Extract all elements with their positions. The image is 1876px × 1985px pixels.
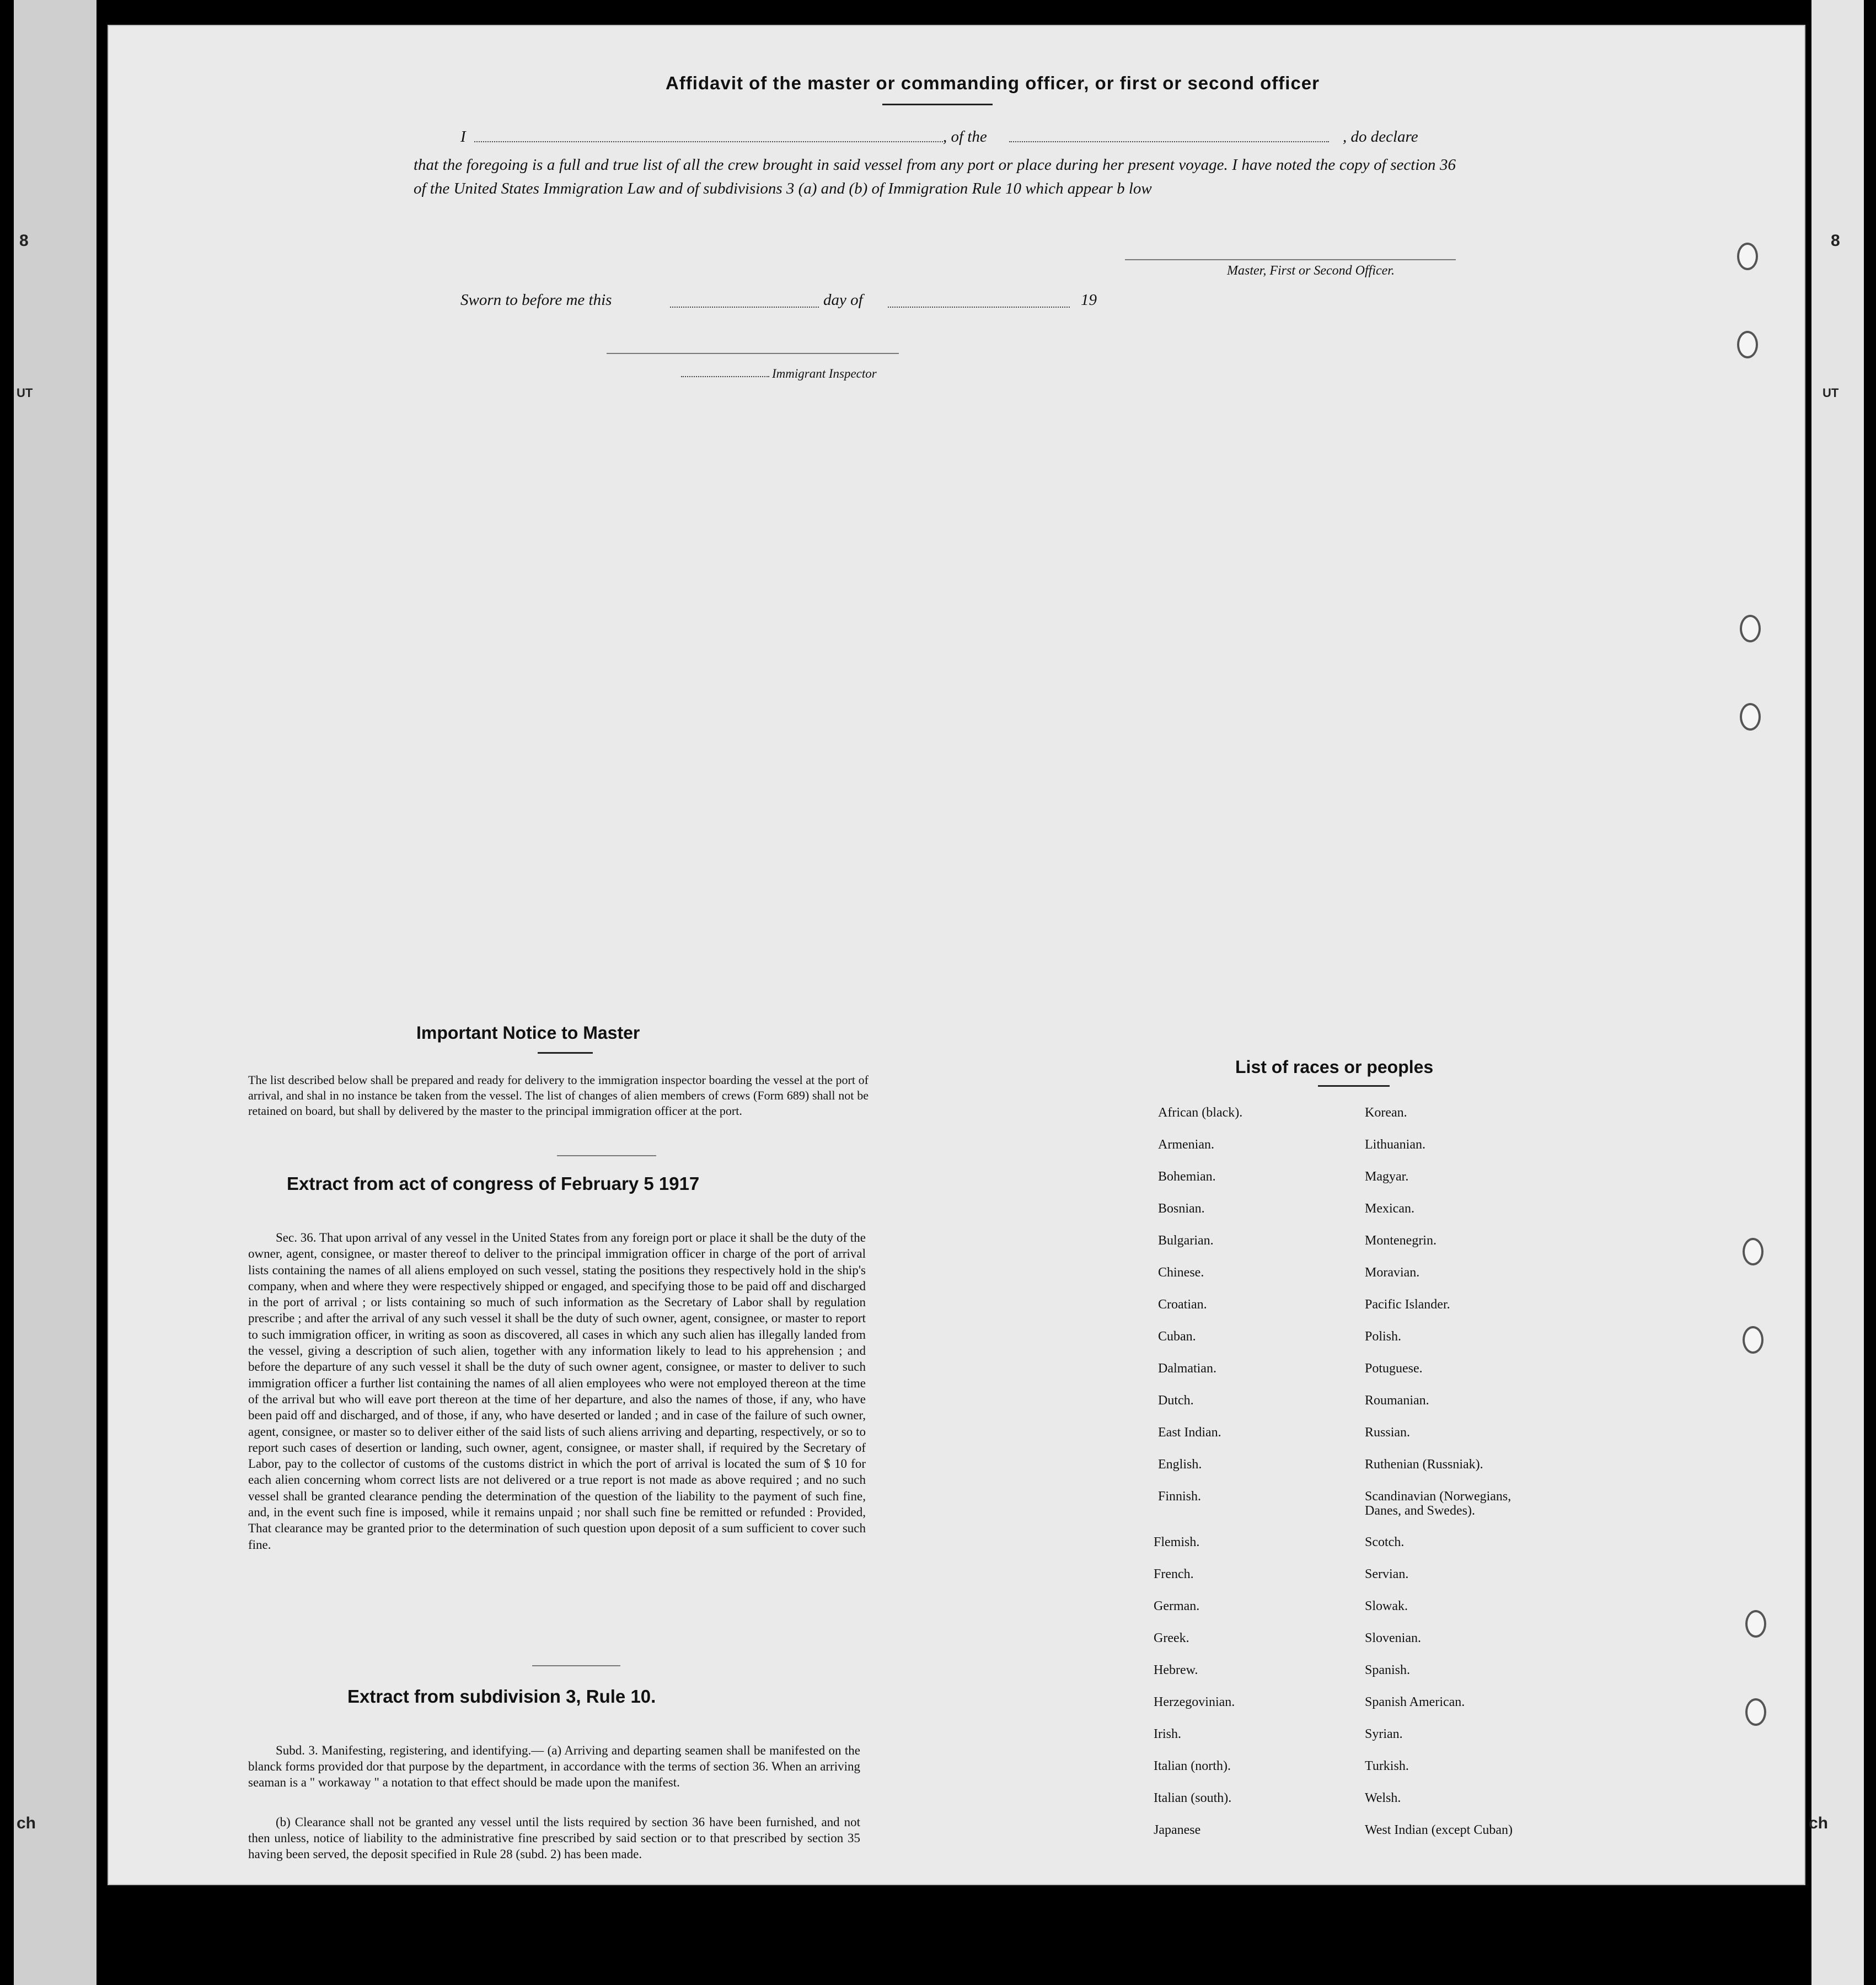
- signature-line[interactable]: [1125, 259, 1456, 260]
- race-item-right: Welsh.: [1365, 1791, 1401, 1805]
- race-item-right: West Indian (except Cuban): [1365, 1823, 1513, 1837]
- race-item-left: Japanese: [1154, 1823, 1201, 1837]
- races-title: List of races or peoples: [1235, 1057, 1434, 1077]
- right-edge-tag: 8: [1831, 232, 1840, 250]
- race-item-left: Croatian.: [1158, 1297, 1207, 1312]
- race-item-left: Italian (south).: [1154, 1791, 1232, 1805]
- race-item-left: Bosnian.: [1158, 1201, 1205, 1216]
- race-item-right: Turkish.: [1365, 1759, 1409, 1773]
- notice-title: Important Notice to Master: [416, 1023, 640, 1043]
- binder-hole: [1740, 703, 1761, 731]
- race-item-left: Bohemian.: [1158, 1169, 1216, 1184]
- extract-act-title: Extract from act of congress of February 5 1917: [287, 1173, 700, 1194]
- extract-rule-title: Extract from subdivision 3, Rule 10.: [347, 1686, 656, 1707]
- binder-hole: [1745, 1610, 1766, 1638]
- race-item-right: Polish.: [1365, 1329, 1402, 1344]
- sworn-day-of: day of: [823, 291, 863, 309]
- affidavit-of-the: , of the: [943, 128, 987, 146]
- right-edge-tag: ch: [1809, 1814, 1829, 1832]
- race-item-right: Spanish American.: [1365, 1695, 1465, 1709]
- binder-hole: [1737, 331, 1758, 358]
- race-item-left: Bulgarian.: [1158, 1233, 1214, 1248]
- race-item-left: French.: [1154, 1567, 1194, 1581]
- vessel-blank[interactable]: [1009, 141, 1329, 142]
- race-item-left: Herzegovinian.: [1154, 1695, 1235, 1709]
- right-page-edge: [1811, 0, 1864, 1985]
- inspector-dots: [681, 376, 769, 377]
- race-item-left: East Indian.: [1158, 1425, 1221, 1440]
- race-item-left: Cuban.: [1158, 1329, 1196, 1344]
- manifest-page: [108, 25, 1805, 1885]
- title-underline: [882, 104, 993, 105]
- notice-underline: [538, 1052, 593, 1054]
- affidavit-body: that the foregoing is a full and true list of all the crew brought in said vessel from any port or place during her present voyage. I have noted the copy of section 36 of the United States Immigration Law and of subdivisions 3 (a) and (b) of Immigration Rule 10 which appear b low: [414, 156, 1456, 197]
- extract-rule-para-b: (b) Clearance shall not be granted any vessel until the lists required by section 36 have been furnished, and not then unless, notice of liability to the administrative fine prescribed by said section or to that prescribed by section 35 having been served, the deposit specified in Rule 28 (subd. 2) has been made.: [248, 1815, 860, 1861]
- binder-hole: [1743, 1238, 1764, 1265]
- affidavit-declare: , do declare: [1343, 128, 1418, 146]
- inspector-label: Immigrant Inspector: [772, 367, 877, 380]
- left-page-edge: [14, 0, 97, 1985]
- inspector-signature-line[interactable]: [607, 353, 899, 354]
- race-item-left: Greek.: [1154, 1631, 1189, 1645]
- race-item-left: Armenian.: [1158, 1138, 1214, 1152]
- signature-label: Master, First or Second Officer.: [1227, 264, 1395, 278]
- binder-hole: [1743, 1326, 1764, 1354]
- race-item-right: Lithuanian.: [1365, 1138, 1425, 1152]
- name-blank[interactable]: [474, 141, 943, 142]
- left-edge-tag: 8: [19, 232, 29, 250]
- race-item-right: Slowak.: [1365, 1599, 1408, 1613]
- binder-hole: [1740, 615, 1761, 642]
- race-item-left: Italian (north).: [1154, 1759, 1231, 1773]
- affidavit-title: Affidavit of the master or commanding officer, or first or second officer: [665, 73, 1320, 93]
- race-item-left: English.: [1158, 1457, 1202, 1472]
- race-item-left: African (black).: [1158, 1106, 1243, 1120]
- race-item-left: Finnish.: [1158, 1489, 1202, 1504]
- race-item-right: Scotch.: [1365, 1535, 1405, 1549]
- race-item-left: Hebrew.: [1154, 1663, 1198, 1677]
- binder-hole: [1737, 243, 1758, 270]
- race-item-right: Syrian.: [1365, 1727, 1403, 1741]
- race-item-right: Magyar.: [1365, 1169, 1409, 1184]
- race-item-left: Dalmatian.: [1158, 1361, 1216, 1376]
- month-blank[interactable]: [888, 307, 1070, 308]
- binder-hole: [1745, 1698, 1766, 1726]
- race-item-right: Roumanian.: [1365, 1393, 1429, 1408]
- act-divider: [532, 1665, 620, 1666]
- right-edge-tag: UT: [1823, 386, 1839, 400]
- affidavit-i: I: [460, 128, 466, 146]
- race-item-left: Flemish.: [1154, 1535, 1200, 1549]
- notice-divider: [557, 1155, 656, 1156]
- race-item-right: Mexican.: [1365, 1201, 1414, 1216]
- notice-body: The list described below shall be prepared and ready for delivery to the immigration inspector boarding the vessel at the port of arrival, and shal in no instance be taken from the vessel. The list of changes of alien members of crews (Form 689) shall not be retained on board, but shall by delivered by the master to the principal immigration officer at the port.: [248, 1073, 869, 1118]
- race-item-right: Korean.: [1365, 1106, 1407, 1120]
- left-edge-tag: ch: [17, 1814, 36, 1832]
- race-item-right: Moravian.: [1365, 1265, 1420, 1280]
- race-item-left: German.: [1154, 1599, 1200, 1613]
- extract-act-body: Sec. 36. That upon arrival of any vessel in the United States from any foreign port or place it shall be the duty of the owner, agent, consignee, or master thereof to deliver to the principal immigration officer in charge of the port of arrival lists containing the names of all aliens employed on such vessel, stating the positions they respectively hold in the ship's company, when and where they were respectively shipped or engaged, and specifying those to be paid off and discharged in the port of arrival ; or lists containing so much of such information as the Secretary of Labor shall by regulation prescribe ; and after the arrival of any such vessel it shall be the duty of such owner, agent, consignee, or master to report to such immigration officer, in writing as soon as discovered, all cases in which any such alien has illegally landed from the vessel, giving a description of such alien, together with any information likely to lead to his apprehension ; and before the departure of any such vessel it shall be the duty of such owner agent, consignee, or master to deliver to such immigration officer a further list containing the names of all alien employees who were not employed thereon at the time of the arrival but who will eave port thereon at the time of her departure, and also the names of those, if any, who have been paid off and discharged, and of those, if any, who have deserted or landed ; and in case of the failure of such owner, agent, consignee, or master so to deliver either of the said lists of such aliens arriving and departing, respectively, or so to report such cases of desertion or landing, such owner, agent, consignee, or master shall, if required by the Secretary of Labor, pay to the collector of customs of the customs district in which the port of arrival is located the sum of $ 10 for each alien concerning whom correct lists are not delivered or a true report is not made as above required ; and no such vessel shall be granted clearance pending the determination of the question of the liability to the payment of such fine, and, in the event such fine is imposed, while it remains unpaid ; nor shall such fine be remitted or refunded : Provided, That clearance may be granted prior to the determination of such question upon deposit of a sum sufficient to cover such fine.: [248, 1231, 866, 1552]
- race-item-right: Servian.: [1365, 1567, 1409, 1581]
- race-item-right: Russian.: [1365, 1425, 1411, 1440]
- race-item-left: Dutch.: [1158, 1393, 1194, 1408]
- race-item-left: Chinese.: [1158, 1265, 1204, 1280]
- left-edge-tag: UT: [17, 386, 33, 400]
- race-item-right: Scandinavian (Norwegians, Danes, and Swedes).: [1365, 1489, 1511, 1518]
- races-underline: [1318, 1085, 1390, 1087]
- sworn-text: Sworn to before me this: [460, 291, 612, 309]
- race-item-left: Irish.: [1154, 1727, 1181, 1741]
- extract-rule-para-a: Subd. 3. Manifesting, registering, and identifying.— (a) Arriving and departing seamen shall be manifested on the blanck forms provided dor that purpose by the department, in accordance with the terms of section 36. When an arriving seaman is a " workaway " a notation to that effect should be made upon the manifest.: [248, 1743, 860, 1789]
- race-item-right: Pacific Islander.: [1365, 1297, 1450, 1312]
- race-item-right: Spanish.: [1365, 1663, 1411, 1677]
- day-blank[interactable]: [670, 307, 819, 308]
- race-item-right: Montenegrin.: [1365, 1233, 1437, 1248]
- sworn-year: 19: [1081, 291, 1097, 309]
- race-item-right: Potuguese.: [1365, 1361, 1423, 1376]
- race-item-right: Slovenian.: [1365, 1631, 1421, 1645]
- race-item-right: Ruthenian (Russniak).: [1365, 1457, 1483, 1472]
